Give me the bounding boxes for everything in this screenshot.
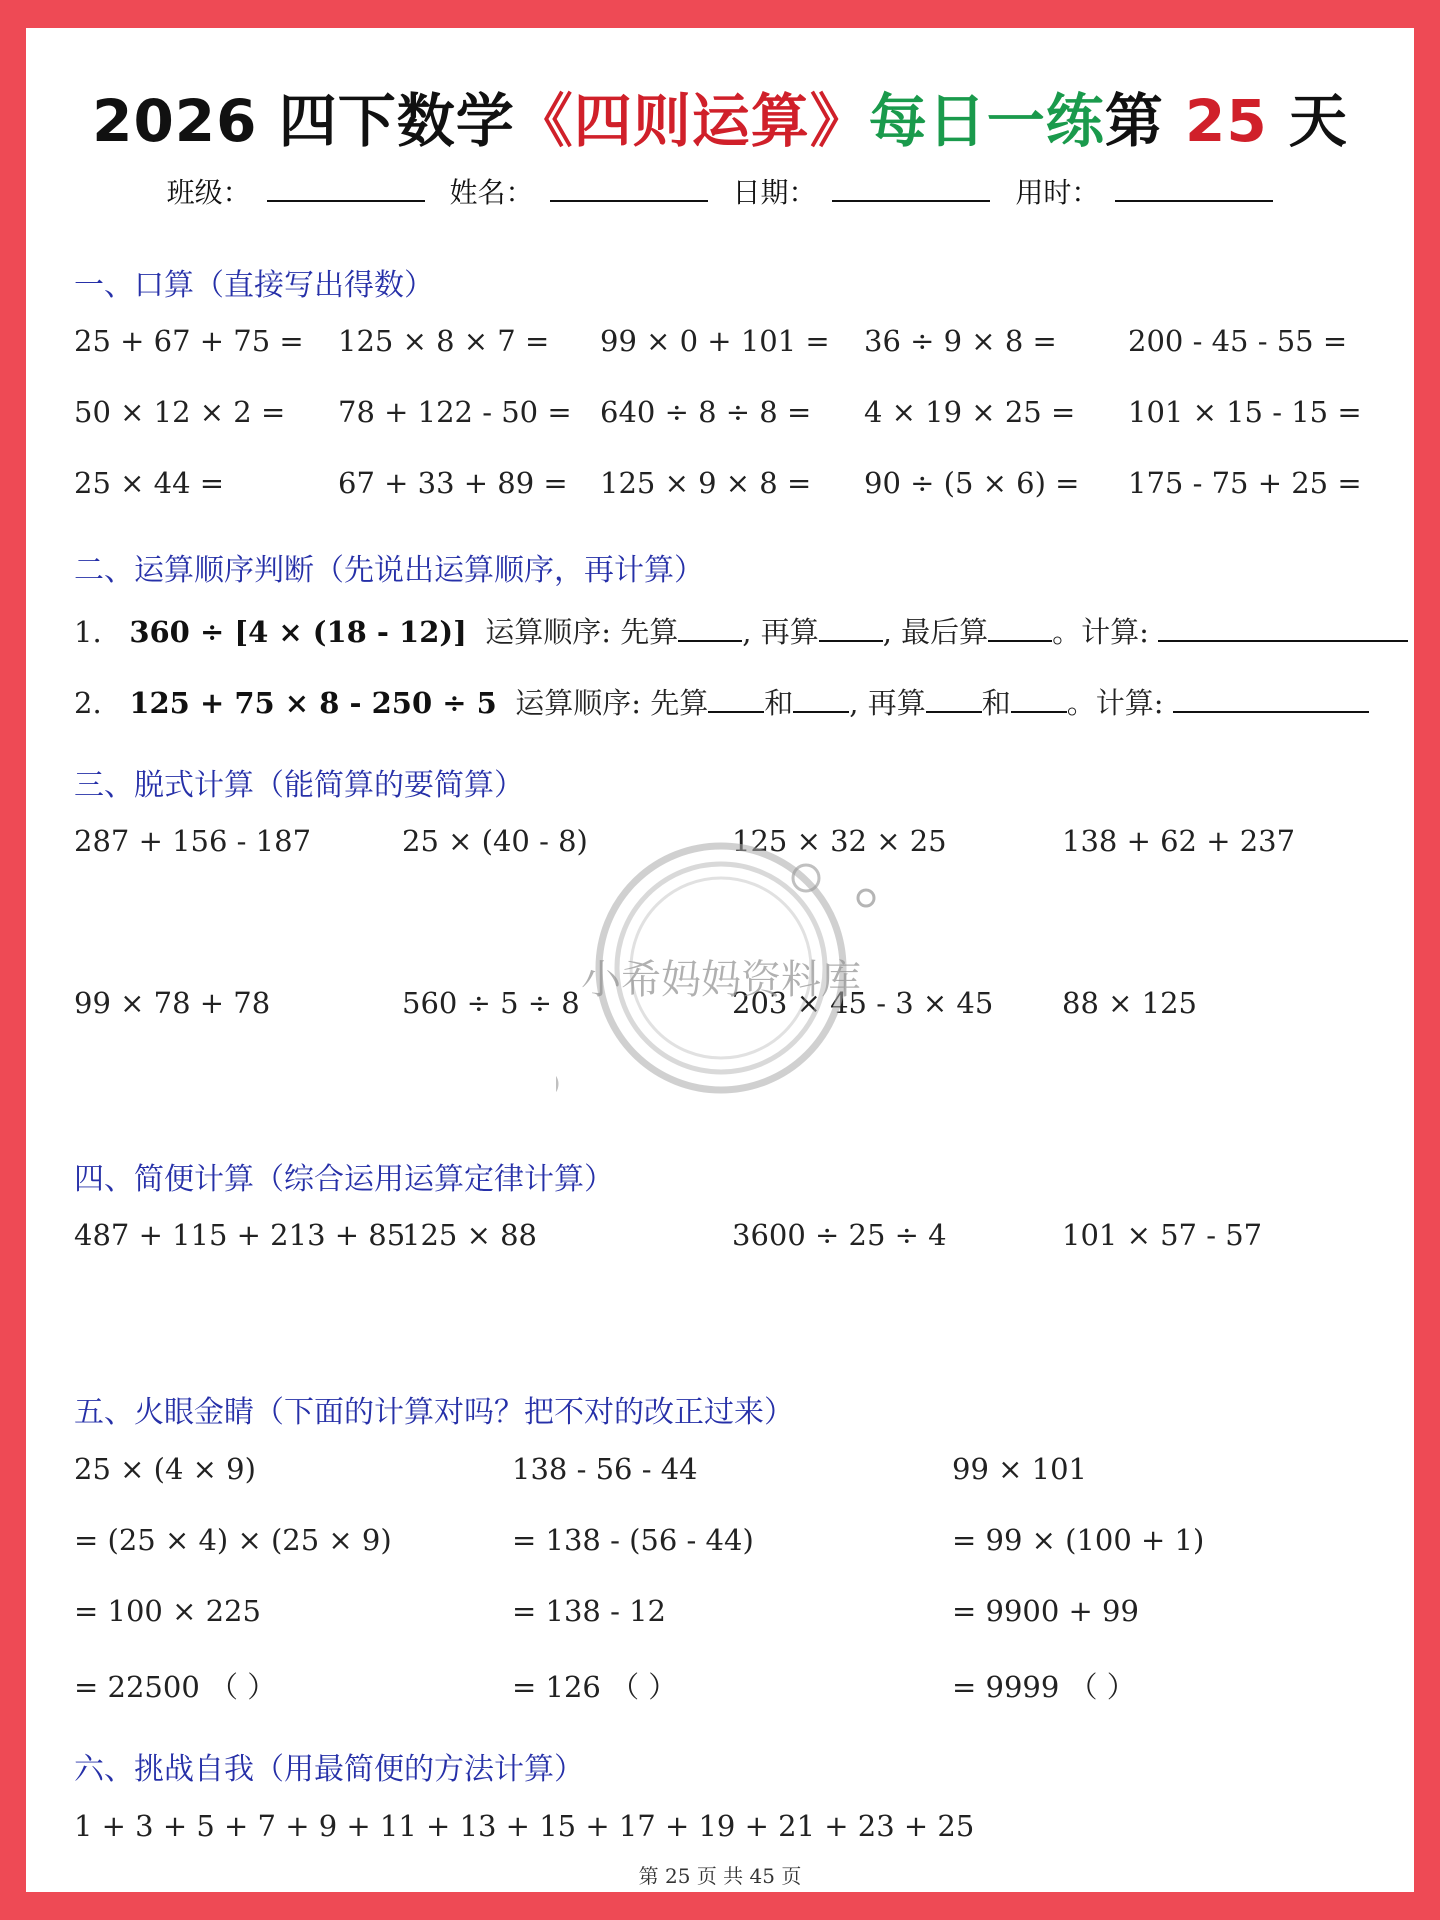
challenge-row (26, 1809, 1414, 1849)
question-expression: 360 ÷ [4 × (18 - 12)] (129, 615, 467, 649)
section-3-title: 三、脱式计算（能简算的要简算） (74, 768, 524, 803)
oral-calc-row (26, 395, 1414, 435)
check-line: = (25 × 4) × (25 × 9) (74, 1523, 392, 1557)
oral-calc-item: 4 × 19 × 25 = (864, 395, 1076, 429)
title-daily: 每日一练 (868, 87, 1105, 155)
order-text: 。计算: (1052, 615, 1149, 649)
stepwise-row (26, 824, 1414, 864)
check-line-with-judgement[interactable]: = 22500 （ ） (74, 1670, 277, 1704)
oral-calc-row (26, 324, 1414, 364)
oral-calc-item: 200 - 45 - 55 = (1128, 324, 1348, 358)
check-line: 99 × 101 (952, 1452, 1087, 1486)
simple-calc-row (26, 1218, 1414, 1258)
time-blank[interactable] (1115, 176, 1273, 202)
oral-calc-item: 125 × 9 × 8 = (600, 466, 812, 500)
check-line: 138 - 56 - 44 (512, 1452, 698, 1486)
stepwise-item: 560 ÷ 5 ÷ 8 (402, 986, 580, 1020)
challenge-expression: 1 + 3 + 5 + 7 + 9 + 11 + 13 + 15 + 17 + 19 + 21 + 23 + 25 (74, 1809, 975, 1843)
date-label: 日期： (732, 176, 817, 209)
answer-blank[interactable] (1011, 685, 1067, 713)
oral-calc-item: 36 ÷ 9 × 8 = (864, 324, 1057, 358)
question-number: 1. (74, 615, 102, 649)
oral-calc-item: 25 + 67 + 75 = (74, 324, 304, 358)
order-question-1 (26, 610, 1414, 650)
title-day-suffix: 天 (1288, 87, 1348, 155)
stepwise-item: 99 × 78 + 78 (74, 986, 271, 1020)
check-line: = 100 × 225 (74, 1594, 261, 1628)
answer-blank[interactable] (678, 614, 742, 642)
order-text: 和 (981, 686, 1011, 720)
oral-calc-item: 175 - 75 + 25 = (1128, 466, 1362, 500)
check-row (26, 1523, 1414, 1563)
check-line: = 138 - 12 (512, 1594, 667, 1628)
stepwise-item: 88 × 125 (1062, 986, 1197, 1020)
stepwise-item: 138 + 62 + 237 (1062, 824, 1296, 858)
order-text: , 再算 (849, 686, 926, 720)
answer-blank[interactable] (708, 685, 764, 713)
check-row (26, 1594, 1414, 1634)
stepwise-item: 287 + 156 - 187 (74, 824, 312, 858)
class-blank[interactable] (267, 176, 425, 202)
answer-blank[interactable] (819, 614, 883, 642)
simple-calc-item: 487 + 115 + 213 + 85 (74, 1218, 406, 1252)
date-blank[interactable] (832, 176, 990, 202)
worksheet-page (26, 28, 1414, 1892)
title-prefix: 2026 四下数学 (92, 87, 515, 155)
section-6-title: 六、挑战自我（用最简便的方法计算） (74, 1752, 584, 1787)
order-question-2 (26, 681, 1414, 721)
oral-calc-item: 640 ÷ 8 ÷ 8 = (600, 395, 812, 429)
answer-blank[interactable] (793, 685, 849, 713)
time-label: 用时： (1015, 176, 1100, 209)
oral-calc-item: 78 + 122 - 50 = (338, 395, 572, 429)
simple-calc-item: 125 × 88 (402, 1218, 537, 1252)
name-label: 姓名： (449, 176, 534, 209)
section-5-title: 五、火眼金睛（下面的计算对吗？把不对的改正过来） (74, 1395, 794, 1430)
student-info-row (26, 171, 1414, 211)
page-title (26, 74, 1414, 158)
title-day-number: 25 (1184, 87, 1268, 155)
calculation-blank[interactable] (1158, 614, 1408, 642)
order-text: , 最后算 (882, 615, 989, 649)
answer-blank[interactable] (926, 685, 982, 713)
order-text: , 再算 (742, 615, 819, 649)
check-row (26, 1452, 1414, 1492)
simple-calc-item: 3600 ÷ 25 ÷ 4 (732, 1218, 947, 1252)
answer-blank[interactable] (988, 614, 1052, 642)
oral-calc-item: 101 × 15 - 15 = (1128, 395, 1362, 429)
name-blank[interactable] (550, 176, 708, 202)
section-4-title: 四、简便计算（综合运用运算定律计算） (74, 1162, 614, 1197)
check-line-with-judgement[interactable]: = 126 （ ） (512, 1670, 678, 1704)
stepwise-item: 203 × 45 - 3 × 45 (732, 986, 994, 1020)
check-line: = 138 - (56 - 44) (512, 1523, 754, 1557)
title-day-prefix: 第 (1104, 87, 1164, 155)
watermark-text: 小希妈妈资料库 (581, 957, 861, 1003)
oral-calc-item: 125 × 8 × 7 = (338, 324, 550, 358)
oral-calc-item: 90 ÷ (5 × 6) = (864, 466, 1080, 500)
calculation-blank[interactable] (1173, 685, 1369, 713)
check-line: 25 × (4 × 9) (74, 1452, 256, 1486)
order-text: 和 (764, 686, 794, 720)
order-text: 运算顺序: 先算 (515, 686, 709, 720)
order-text: 运算顺序: 先算 (485, 615, 679, 649)
oral-calc-item: 67 + 33 + 89 = (338, 466, 568, 500)
check-line: = 9900 + 99 (952, 1594, 1139, 1628)
section-1-title: 一、口算（直接写出得数） (74, 268, 434, 303)
check-row (26, 1665, 1414, 1705)
class-label: 班级： (166, 176, 251, 209)
question-number: 2. (74, 686, 102, 720)
stepwise-item: 25 × (40 - 8) (402, 824, 588, 858)
title-topic: 《四则运算》 (514, 87, 869, 155)
page-footer: 第 25 页 共 45 页 (638, 1864, 802, 1888)
check-line-with-judgement[interactable]: = 9999 （ ） (952, 1670, 1136, 1704)
stepwise-item: 125 × 32 × 25 (732, 824, 947, 858)
simple-calc-item: 101 × 57 - 57 (1062, 1218, 1263, 1252)
oral-calc-row (26, 466, 1414, 506)
oral-calc-item: 99 × 0 + 101 = (600, 324, 830, 358)
section-2-title: 二、运算顺序判断（先说出运算顺序，再计算） (74, 553, 704, 588)
check-line: = 99 × (100 + 1) (952, 1523, 1205, 1557)
oral-calc-item: 50 × 12 × 2 = (74, 395, 286, 429)
question-expression: 125 + 75 × 8 - 250 ÷ 5 (129, 686, 497, 720)
order-text: 。计算: (1066, 686, 1164, 720)
oral-calc-item: 25 × 44 = (74, 466, 225, 500)
